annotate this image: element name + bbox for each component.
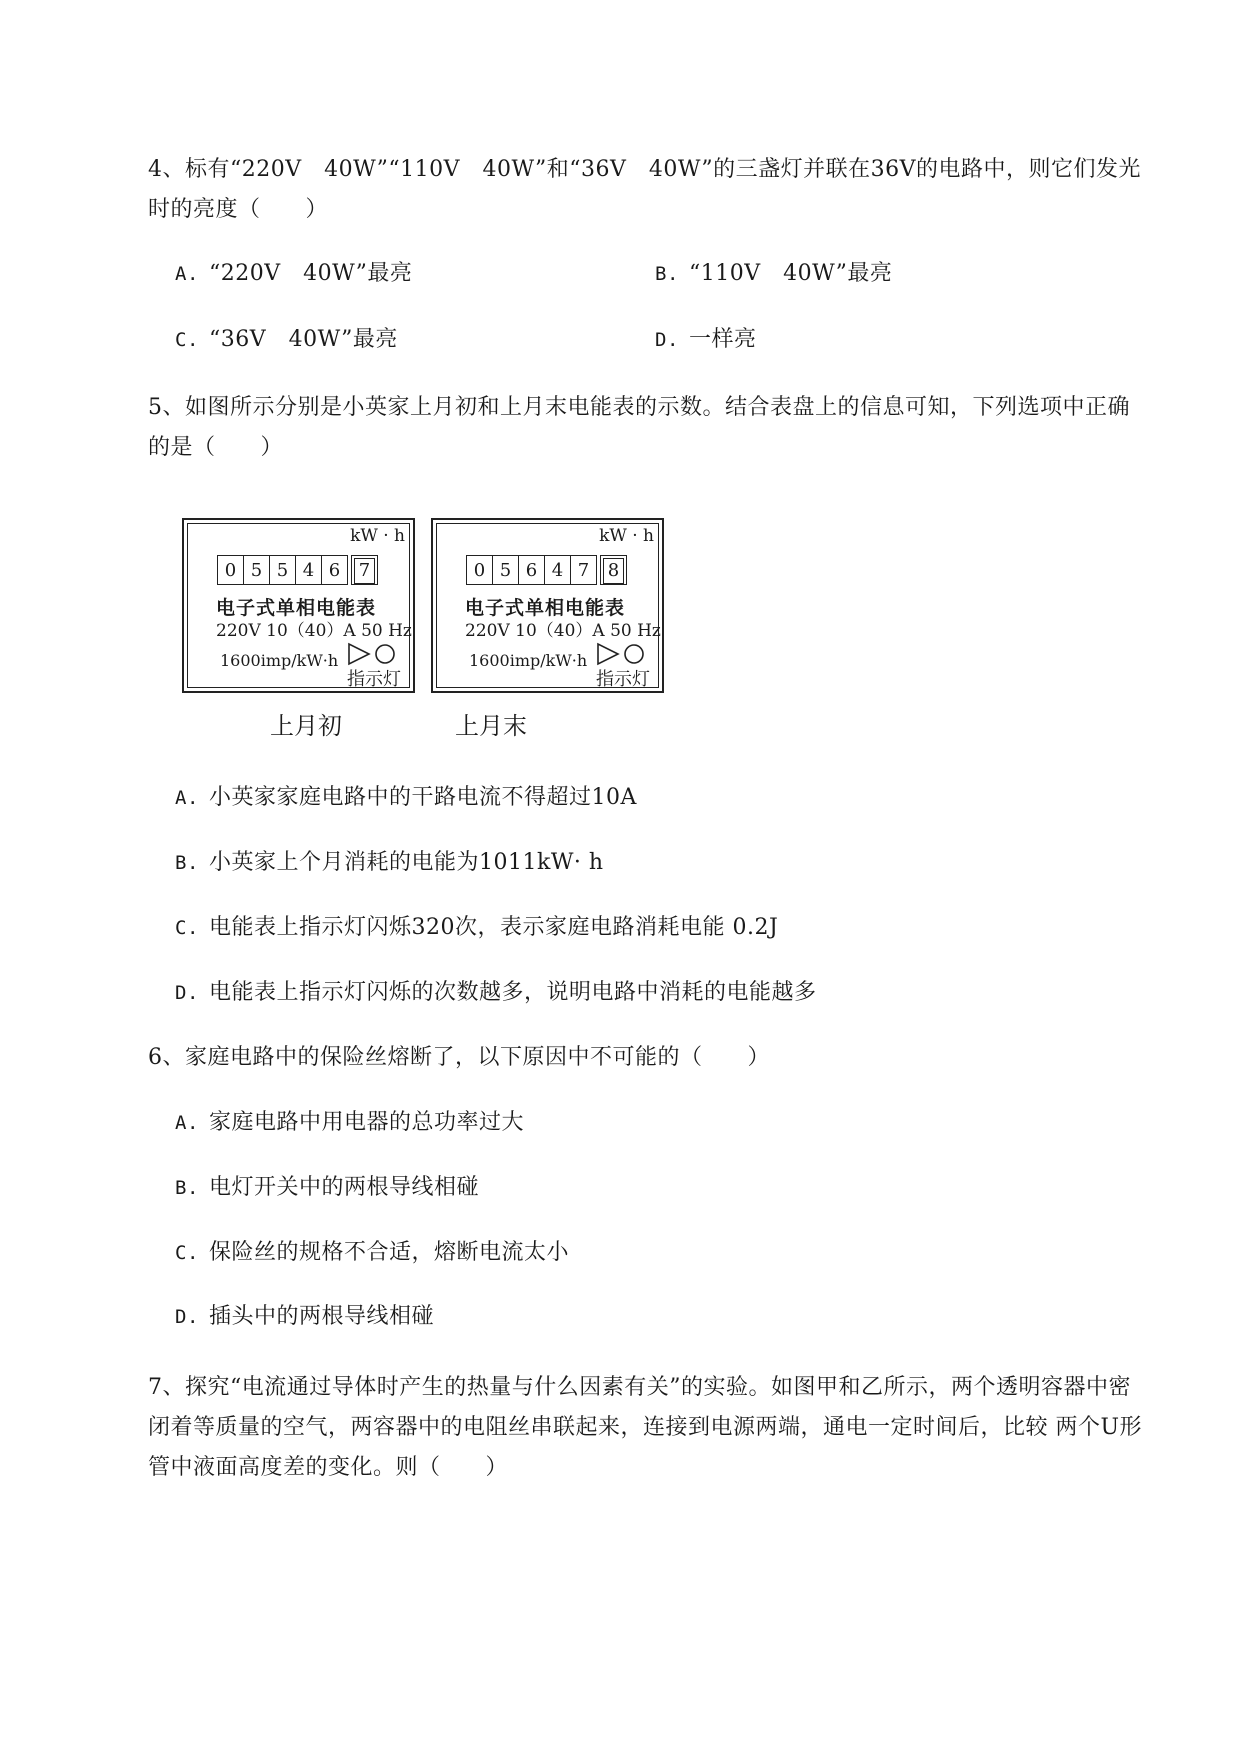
option-letter: C.	[175, 1242, 199, 1264]
q4-option-c	[175, 325, 398, 355]
meter-digit: 6	[518, 555, 545, 585]
meter-spec: 220V 10（40）A 50 Hz	[465, 621, 661, 641]
meter-unit: kW · h	[350, 526, 405, 546]
q6-option-c	[175, 1238, 569, 1268]
meter-indicator-label: 指示灯	[596, 669, 650, 690]
option-letter: A.	[175, 263, 199, 285]
option-letter: A.	[175, 1112, 199, 1134]
option-letter: D.	[175, 982, 199, 1004]
meter-digit: 4	[544, 555, 571, 585]
question-4-stem: 4、标有“220V 40W”“110V 40W”和“36V 40W”的三盏灯并联在36V的电路中，则它们发光时的亮度（ ）	[148, 157, 1142, 222]
option-text: 小英家家庭电路中的干路电流不得超过10A	[209, 785, 637, 810]
option-text: 电灯开关中的两根导线相碰	[209, 1175, 480, 1200]
meter-spec: 220V 10（40）A 50 Hz	[216, 621, 412, 641]
question-5-stem: 5、如图所示分别是小英家上月初和上月末电能表的示数。结合表盘上的信息可知，下列选项中正确的是（ ）	[148, 395, 1131, 460]
meter-decimal-digit	[351, 555, 378, 585]
meter-decimal-value: 8	[603, 558, 624, 584]
meter-digit: 0	[217, 555, 244, 585]
meter-digit: 6	[321, 555, 348, 585]
option-letter: D.	[655, 329, 679, 351]
q5-option-c	[175, 913, 778, 943]
meter-digit: 5	[269, 555, 296, 585]
meter-indicator-label: 指示灯	[347, 669, 401, 690]
question-6-stem: 6、家庭电路中的保险丝熔断了，以下原因中不可能的（ ）	[148, 1045, 770, 1070]
meter-impulse-rate: 1600imp/kW·h	[220, 651, 339, 670]
option-text: 家庭电路中用电器的总功率过大	[209, 1110, 525, 1135]
meter-name: 电子式单相电能表	[465, 597, 626, 619]
q5-option-d	[175, 978, 817, 1008]
q6-option-a	[175, 1108, 524, 1138]
option-letter: C.	[175, 329, 199, 351]
option-text: 小英家上个月消耗的电能为1011kW· h	[209, 850, 604, 875]
meter-end-of-month	[431, 518, 664, 693]
meter-digit: 4	[295, 555, 322, 585]
option-letter: B.	[175, 852, 199, 874]
meter-decimal-digit	[600, 555, 627, 585]
option-text: 电能表上指示灯闪烁320次，表示家庭电路消耗电能 0.2J	[209, 915, 779, 940]
option-text: “220V 40W”最亮	[209, 261, 413, 286]
option-text: 保险丝的规格不合适，熔断电流太小	[209, 1240, 570, 1265]
meter-caption-start: 上月初	[270, 712, 342, 740]
option-letter: B.	[175, 1177, 199, 1199]
q5-option-b	[175, 848, 604, 878]
option-letter: C.	[175, 917, 199, 939]
q4-option-b	[655, 259, 892, 289]
option-letter: B.	[655, 263, 679, 285]
meter-start-of-month	[182, 518, 415, 693]
meter-digit: 5	[243, 555, 270, 585]
q6-option-d	[175, 1302, 434, 1332]
meter-reading	[467, 555, 627, 585]
option-text: 一样亮	[689, 327, 757, 352]
meter-decimal-value: 7	[354, 558, 375, 584]
q5-option-a	[175, 783, 637, 813]
meter-caption-end: 上月末	[455, 712, 527, 740]
meter-digit: 5	[492, 555, 519, 585]
option-letter: D.	[175, 1306, 199, 1328]
q6-option-b	[175, 1173, 479, 1203]
meter-impulse-rate: 1600imp/kW·h	[469, 651, 588, 670]
meter-digit: 7	[570, 555, 597, 585]
meter-unit: kW · h	[599, 526, 654, 546]
meter-reading	[218, 555, 378, 585]
q4-option-a	[175, 259, 412, 289]
question-7-stem: 7、探究“电流通过导体时产生的热量与什么因素有关”的实验。如图甲和乙所示，两个透明容器中密闭着等质量的空气，两容器中的电阻丝串联起来，连接到电源两端，通电一定时间后，比较 两个U形管中液面高度差的变化。则（ ）	[148, 1375, 1143, 1480]
meter-name: 电子式单相电能表	[216, 597, 377, 619]
option-text: “36V 40W”最亮	[209, 327, 398, 352]
option-letter: A.	[175, 787, 199, 809]
meter-figure	[182, 518, 682, 748]
option-text: 插头中的两根导线相碰	[209, 1304, 435, 1329]
option-text: 电能表上指示灯闪烁的次数越多，说明电路中消耗的电能越多	[209, 980, 817, 1005]
option-text: “110V 40W”最亮	[689, 261, 893, 286]
q4-option-d	[655, 325, 757, 355]
meter-digit: 0	[466, 555, 493, 585]
